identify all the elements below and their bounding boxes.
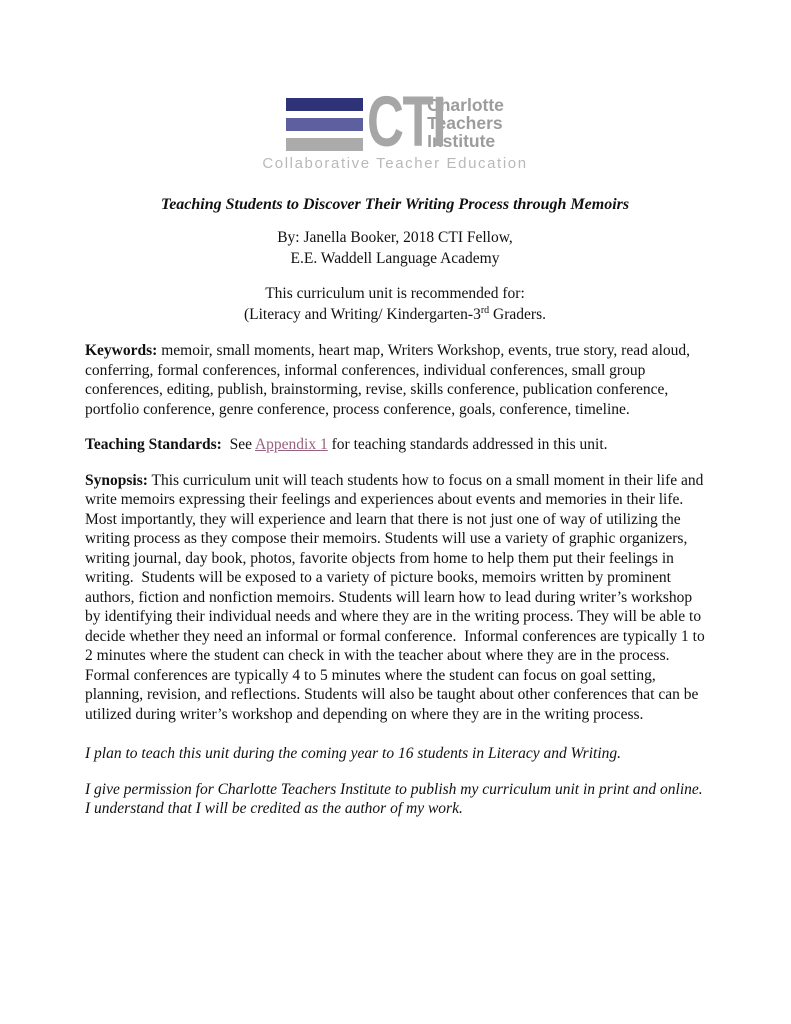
ordinal-superscript: rd [480,304,490,316]
logo-name-line: Institute [427,131,496,151]
keywords-text: memoir, small moments, heart map, Writers Workshop, events, true story, read aloud, conferring, formal conferences, informal conferences, individual conferences, small group conferences, editing, publish, brainstorming, revise, skills conference, publication conference, portfolio conference, genre conference, process conference, goals, conference, timeline. [85,342,694,418]
teaching-standards-post: for teaching standards addressed in this unit. [327,436,608,453]
keywords-label: Keywords: [85,342,158,359]
plan-statement: I plan to teach this unit during the coming year to 16 students in Literacy and Writing. [85,745,621,762]
byline-school: E.E. Waddell Language Academy [290,250,500,267]
keywords-paragraph [85,341,705,419]
logo-bars-icon [286,98,363,151]
synopsis-label: Synopsis: [85,471,148,489]
logo-bar-top [286,98,363,111]
teaching-standards-pre: See [221,436,255,453]
cti-logo [85,83,705,172]
logo-name-line: Charlotte [427,95,504,115]
logo-cti-letters: CTI [367,83,446,162]
logo-bar-middle [286,118,363,131]
logo-bar-bottom [286,138,363,151]
recommended-for [85,283,705,325]
unit-title: Teaching Students to Discover Their Writing Process through Memoirs [160,196,630,213]
byline [85,227,705,269]
logo-name-line: Teachers [427,113,503,133]
permission-statement: I give permission for Charlotte Teachers Institute to publish my curriculum unit in print and online. I understand that I will be credited as the author of my work. [85,780,707,817]
appendix-1-link[interactable]: Appendix 1 [254,436,328,453]
recommended-line1: This curriculum unit is recommended for: [265,285,525,302]
synopsis-paragraph [85,471,709,725]
byline-author: By: Janella Booker, 2018 CTI Fellow, [277,229,513,246]
recommended-line2: (Literacy and Writing/ Kindergarten-3rd Graders. [244,304,546,323]
logo-tagline: Collaborative Teacher Education [262,155,528,172]
teaching-standards-label: Teaching Standards: [85,436,222,453]
cti-logo-row [286,83,504,162]
teaching-standards-paragraph [85,435,705,455]
synopsis-text: This curriculum unit will teach students how to focus on a small moment in their life and write memoirs expressing their feelings and experiences about events and memories in their life. Most importantly, they will experience and learn that there is not just one of way of utilizing the writing process as they compose their memoirs. Students will use a variety of graphic organizers, writing journal, day book, photos, favorite objects from home to help them put their feelings in writing. Students will be exposed to a variety of picture books, memoirs written by prominent authors, fiction and nonfiction memoirs. Students will learn how to lead during writer’s workshop by identifying their individual needs and where they are in the writing process. They will be able to decide whether they need an informal or formal conference. Informal conferences are typically 1 to 2 minutes where the student can check in with the teacher about where they are in the process. Formal conferences are typically 4 to 5 minutes where the student can focus on goal setting, planning, revision, and reflections. Students will also be taught about other conferences that can be utilized during writer’s workshop and depending on where they are in the writing process. [85,471,709,723]
